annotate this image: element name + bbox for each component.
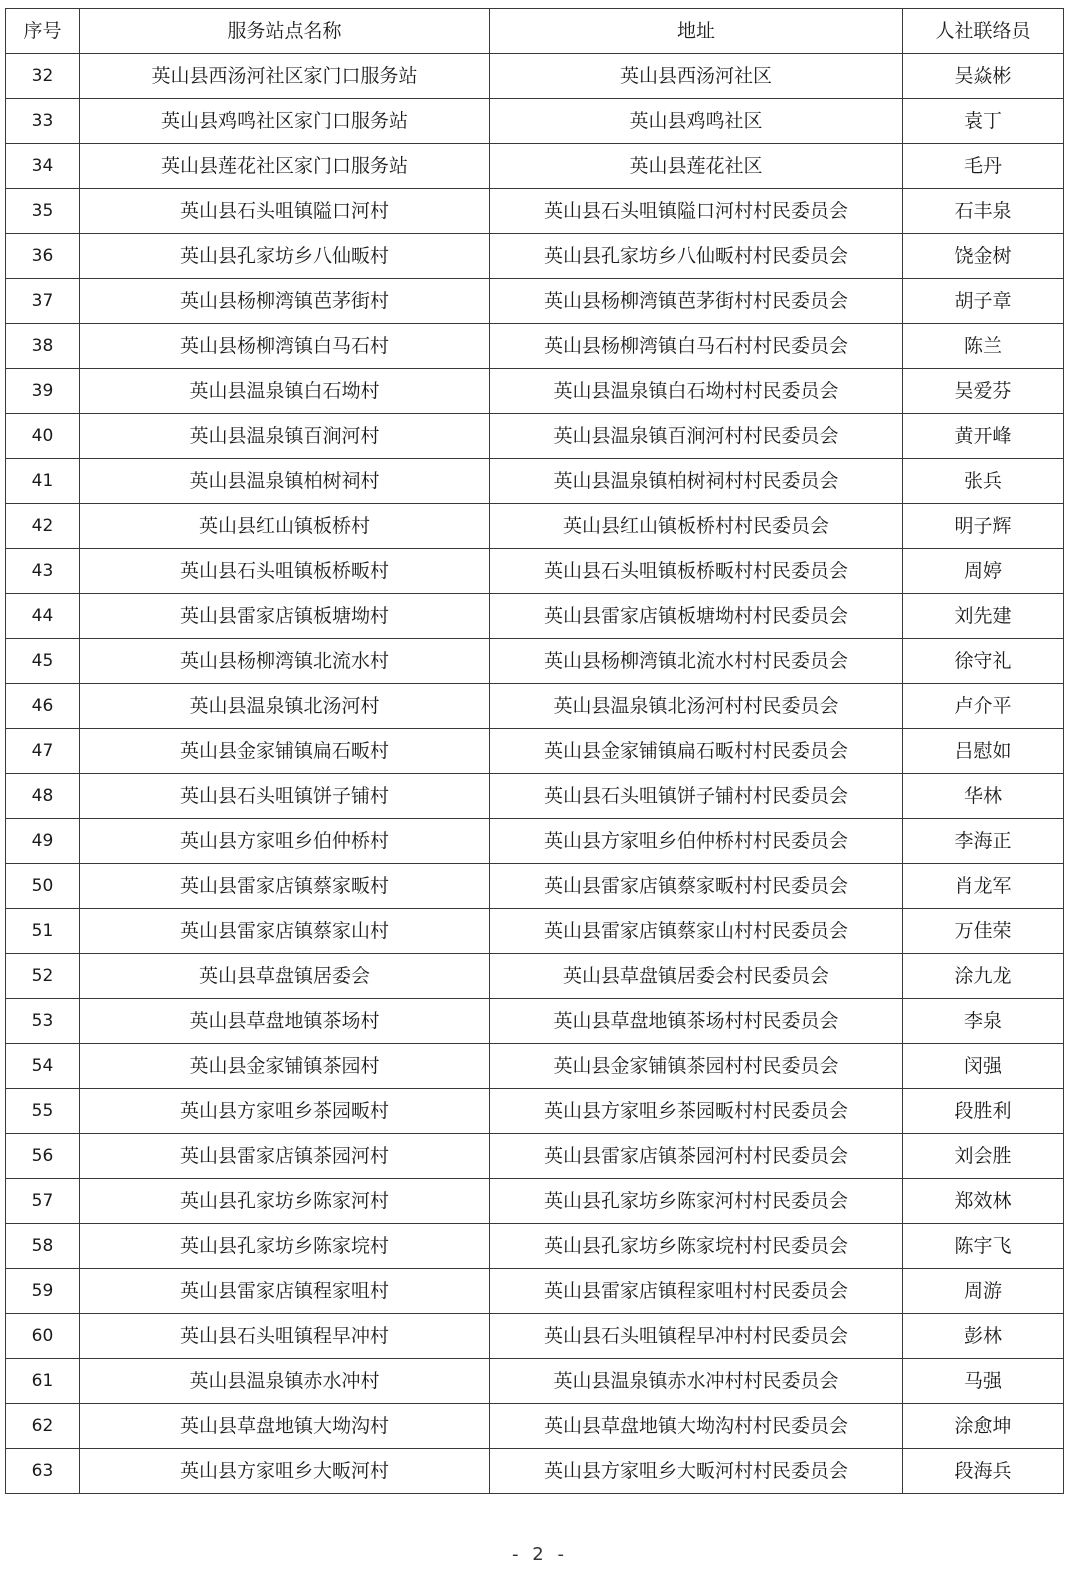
cell-address: 英山县红山镇板桥村村民委员会 bbox=[490, 504, 903, 549]
cell-liaison: 李泉 bbox=[903, 999, 1064, 1044]
cell-address: 英山县温泉镇赤水冲村村民委员会 bbox=[490, 1359, 903, 1404]
cell-address: 英山县石头咀镇饼子铺村村民委员会 bbox=[490, 774, 903, 819]
cell-address: 英山县莲花社区 bbox=[490, 144, 903, 189]
cell-station-name: 英山县金家铺镇茶园村 bbox=[80, 1044, 490, 1089]
cell-serial-number: 58 bbox=[6, 1224, 80, 1269]
cell-address: 英山县草盘地镇大坳沟村村民委员会 bbox=[490, 1404, 903, 1449]
cell-station-name: 英山县孔家坊乡陈家垸村 bbox=[80, 1224, 490, 1269]
cell-serial-number: 40 bbox=[6, 414, 80, 459]
cell-station-name: 英山县杨柳湾镇芭茅街村 bbox=[80, 279, 490, 324]
table-row bbox=[6, 549, 1064, 594]
cell-address: 英山县西汤河社区 bbox=[490, 54, 903, 99]
cell-address: 英山县温泉镇柏树祠村村民委员会 bbox=[490, 459, 903, 504]
cell-station-name: 英山县石头咀镇程早冲村 bbox=[80, 1314, 490, 1359]
table-header-row bbox=[6, 9, 1064, 54]
cell-address: 英山县温泉镇百涧河村村民委员会 bbox=[490, 414, 903, 459]
cell-station-name: 英山县温泉镇柏树祠村 bbox=[80, 459, 490, 504]
cell-serial-number: 56 bbox=[6, 1134, 80, 1179]
cell-address: 英山县石头咀镇板桥畈村村民委员会 bbox=[490, 549, 903, 594]
cell-station-name: 英山县草盘镇居委会 bbox=[80, 954, 490, 999]
page-number: - 2 - bbox=[512, 1544, 568, 1565]
table-row bbox=[6, 819, 1064, 864]
cell-address: 英山县杨柳湾镇北流水村村民委员会 bbox=[490, 639, 903, 684]
cell-liaison: 彭林 bbox=[903, 1314, 1064, 1359]
cell-liaison: 饶金树 bbox=[903, 234, 1064, 279]
cell-station-name: 英山县方家咀乡大畈河村 bbox=[80, 1449, 490, 1494]
cell-station-name: 英山县雷家店镇程家咀村 bbox=[80, 1269, 490, 1314]
cell-station-name: 英山县草盘地镇茶场村 bbox=[80, 999, 490, 1044]
header-station-name: 服务站点名称 bbox=[80, 9, 490, 54]
cell-address: 英山县草盘镇居委会村民委员会 bbox=[490, 954, 903, 999]
cell-station-name: 英山县红山镇板桥村 bbox=[80, 504, 490, 549]
cell-liaison: 吴爱芬 bbox=[903, 369, 1064, 414]
cell-serial-number: 35 bbox=[6, 189, 80, 234]
cell-address: 英山县金家铺镇茶园村村民委员会 bbox=[490, 1044, 903, 1089]
cell-address: 英山县孔家坊乡陈家河村村民委员会 bbox=[490, 1179, 903, 1224]
cell-station-name: 英山县温泉镇北汤河村 bbox=[80, 684, 490, 729]
table-row bbox=[6, 324, 1064, 369]
cell-station-name: 英山县温泉镇白石坳村 bbox=[80, 369, 490, 414]
cell-address: 英山县杨柳湾镇芭茅街村村民委员会 bbox=[490, 279, 903, 324]
cell-liaison: 周婷 bbox=[903, 549, 1064, 594]
cell-liaison: 段海兵 bbox=[903, 1449, 1064, 1494]
cell-address: 英山县孔家坊乡陈家垸村村民委员会 bbox=[490, 1224, 903, 1269]
cell-liaison: 郑效林 bbox=[903, 1179, 1064, 1224]
cell-station-name: 英山县石头咀镇隘口河村 bbox=[80, 189, 490, 234]
cell-liaison: 涂九龙 bbox=[903, 954, 1064, 999]
cell-serial-number: 44 bbox=[6, 594, 80, 639]
cell-address: 英山县草盘地镇茶场村村民委员会 bbox=[490, 999, 903, 1044]
cell-station-name: 英山县孔家坊乡陈家河村 bbox=[80, 1179, 490, 1224]
table-row bbox=[6, 1134, 1064, 1179]
table-row bbox=[6, 954, 1064, 999]
cell-liaison: 肖龙军 bbox=[903, 864, 1064, 909]
cell-serial-number: 52 bbox=[6, 954, 80, 999]
cell-address: 英山县方家咀乡伯仲桥村村民委员会 bbox=[490, 819, 903, 864]
cell-serial-number: 34 bbox=[6, 144, 80, 189]
cell-serial-number: 41 bbox=[6, 459, 80, 504]
cell-station-name: 英山县温泉镇赤水冲村 bbox=[80, 1359, 490, 1404]
service-station-table bbox=[5, 8, 1064, 1494]
cell-station-name: 英山县草盘地镇大坳沟村 bbox=[80, 1404, 490, 1449]
cell-address: 英山县石头咀镇程早冲村村民委员会 bbox=[490, 1314, 903, 1359]
cell-address: 英山县金家铺镇扁石畈村村民委员会 bbox=[490, 729, 903, 774]
table-row bbox=[6, 729, 1064, 774]
cell-address: 英山县石头咀镇隘口河村村民委员会 bbox=[490, 189, 903, 234]
cell-liaison: 万佳荣 bbox=[903, 909, 1064, 954]
cell-liaison: 段胜利 bbox=[903, 1089, 1064, 1134]
cell-station-name: 英山县方家咀乡伯仲桥村 bbox=[80, 819, 490, 864]
cell-station-name: 英山县雷家店镇蔡家山村 bbox=[80, 909, 490, 954]
table-row bbox=[6, 144, 1064, 189]
table-row bbox=[6, 864, 1064, 909]
cell-liaison: 吴焱彬 bbox=[903, 54, 1064, 99]
cell-serial-number: 38 bbox=[6, 324, 80, 369]
cell-liaison: 毛丹 bbox=[903, 144, 1064, 189]
cell-serial-number: 50 bbox=[6, 864, 80, 909]
cell-serial-number: 51 bbox=[6, 909, 80, 954]
table-row bbox=[6, 999, 1064, 1044]
table-row bbox=[6, 189, 1064, 234]
table-row bbox=[6, 684, 1064, 729]
cell-liaison: 陈宇飞 bbox=[903, 1224, 1064, 1269]
cell-station-name: 英山县石头咀镇板桥畈村 bbox=[80, 549, 490, 594]
cell-liaison: 徐守礼 bbox=[903, 639, 1064, 684]
cell-liaison: 明子辉 bbox=[903, 504, 1064, 549]
table-row bbox=[6, 909, 1064, 954]
cell-station-name: 英山县石头咀镇饼子铺村 bbox=[80, 774, 490, 819]
table-row bbox=[6, 1224, 1064, 1269]
cell-address: 英山县雷家店镇程家咀村村民委员会 bbox=[490, 1269, 903, 1314]
table-row bbox=[6, 594, 1064, 639]
cell-station-name: 英山县方家咀乡茶园畈村 bbox=[80, 1089, 490, 1134]
table-row bbox=[6, 774, 1064, 819]
cell-serial-number: 42 bbox=[6, 504, 80, 549]
table-row bbox=[6, 1314, 1064, 1359]
cell-serial-number: 55 bbox=[6, 1089, 80, 1134]
cell-station-name: 英山县雷家店镇板塘坳村 bbox=[80, 594, 490, 639]
table-row bbox=[6, 504, 1064, 549]
cell-station-name: 英山县雷家店镇蔡家畈村 bbox=[80, 864, 490, 909]
cell-liaison: 周游 bbox=[903, 1269, 1064, 1314]
cell-serial-number: 57 bbox=[6, 1179, 80, 1224]
cell-address: 英山县温泉镇北汤河村村民委员会 bbox=[490, 684, 903, 729]
cell-address: 英山县方家咀乡大畈河村村民委员会 bbox=[490, 1449, 903, 1494]
cell-station-name: 英山县杨柳湾镇北流水村 bbox=[80, 639, 490, 684]
cell-serial-number: 48 bbox=[6, 774, 80, 819]
cell-serial-number: 32 bbox=[6, 54, 80, 99]
cell-address: 英山县鸡鸣社区 bbox=[490, 99, 903, 144]
cell-address: 英山县雷家店镇茶园河村村民委员会 bbox=[490, 1134, 903, 1179]
header-address: 地址 bbox=[490, 9, 903, 54]
cell-serial-number: 37 bbox=[6, 279, 80, 324]
cell-address: 英山县杨柳湾镇白马石村村民委员会 bbox=[490, 324, 903, 369]
table-row bbox=[6, 414, 1064, 459]
cell-station-name: 英山县西汤河社区家门口服务站 bbox=[80, 54, 490, 99]
table-row bbox=[6, 639, 1064, 684]
header-serial-number: 序号 bbox=[6, 9, 80, 54]
table-row bbox=[6, 1044, 1064, 1089]
cell-liaison: 闵强 bbox=[903, 1044, 1064, 1089]
header-liaison: 人社联络员 bbox=[903, 9, 1064, 54]
cell-serial-number: 39 bbox=[6, 369, 80, 414]
cell-serial-number: 49 bbox=[6, 819, 80, 864]
table-row bbox=[6, 1089, 1064, 1134]
cell-address: 英山县雷家店镇蔡家山村村民委员会 bbox=[490, 909, 903, 954]
cell-address: 英山县雷家店镇板塘坳村村民委员会 bbox=[490, 594, 903, 639]
cell-station-name: 英山县金家铺镇扁石畈村 bbox=[80, 729, 490, 774]
cell-serial-number: 59 bbox=[6, 1269, 80, 1314]
cell-serial-number: 60 bbox=[6, 1314, 80, 1359]
cell-serial-number: 53 bbox=[6, 999, 80, 1044]
table-row bbox=[6, 459, 1064, 504]
cell-liaison: 陈兰 bbox=[903, 324, 1064, 369]
cell-liaison: 张兵 bbox=[903, 459, 1064, 504]
cell-serial-number: 46 bbox=[6, 684, 80, 729]
cell-serial-number: 47 bbox=[6, 729, 80, 774]
table-row bbox=[6, 1359, 1064, 1404]
cell-station-name: 英山县鸡鸣社区家门口服务站 bbox=[80, 99, 490, 144]
cell-liaison: 胡子章 bbox=[903, 279, 1064, 324]
cell-address: 英山县雷家店镇蔡家畈村村民委员会 bbox=[490, 864, 903, 909]
table-row bbox=[6, 1449, 1064, 1494]
cell-address: 英山县温泉镇白石坳村村民委员会 bbox=[490, 369, 903, 414]
table-row bbox=[6, 99, 1064, 144]
cell-address: 英山县孔家坊乡八仙畈村村民委员会 bbox=[490, 234, 903, 279]
table-row bbox=[6, 369, 1064, 414]
table-row bbox=[6, 279, 1064, 324]
cell-liaison: 李海正 bbox=[903, 819, 1064, 864]
cell-liaison: 卢介平 bbox=[903, 684, 1064, 729]
table-row bbox=[6, 234, 1064, 279]
cell-liaison: 黄开峰 bbox=[903, 414, 1064, 459]
cell-station-name: 英山县雷家店镇茶园河村 bbox=[80, 1134, 490, 1179]
table-body bbox=[6, 54, 1064, 1494]
table-row bbox=[6, 1404, 1064, 1449]
cell-station-name: 英山县温泉镇百涧河村 bbox=[80, 414, 490, 459]
cell-station-name: 英山县莲花社区家门口服务站 bbox=[80, 144, 490, 189]
cell-address: 英山县方家咀乡茶园畈村村民委员会 bbox=[490, 1089, 903, 1134]
cell-liaison: 刘会胜 bbox=[903, 1134, 1064, 1179]
cell-liaison: 吕慰如 bbox=[903, 729, 1064, 774]
cell-serial-number: 33 bbox=[6, 99, 80, 144]
cell-liaison: 刘先建 bbox=[903, 594, 1064, 639]
cell-station-name: 英山县孔家坊乡八仙畈村 bbox=[80, 234, 490, 279]
cell-liaison: 涂愈坤 bbox=[903, 1404, 1064, 1449]
cell-serial-number: 45 bbox=[6, 639, 80, 684]
cell-serial-number: 61 bbox=[6, 1359, 80, 1404]
table-row bbox=[6, 54, 1064, 99]
table-row bbox=[6, 1179, 1064, 1224]
cell-station-name: 英山县杨柳湾镇白马石村 bbox=[80, 324, 490, 369]
cell-liaison: 袁丁 bbox=[903, 99, 1064, 144]
table-row bbox=[6, 1269, 1064, 1314]
cell-serial-number: 62 bbox=[6, 1404, 80, 1449]
cell-serial-number: 63 bbox=[6, 1449, 80, 1494]
cell-serial-number: 36 bbox=[6, 234, 80, 279]
cell-liaison: 马强 bbox=[903, 1359, 1064, 1404]
cell-liaison: 华林 bbox=[903, 774, 1064, 819]
cell-liaison: 石丰泉 bbox=[903, 189, 1064, 234]
cell-serial-number: 43 bbox=[6, 549, 80, 594]
cell-serial-number: 54 bbox=[6, 1044, 80, 1089]
